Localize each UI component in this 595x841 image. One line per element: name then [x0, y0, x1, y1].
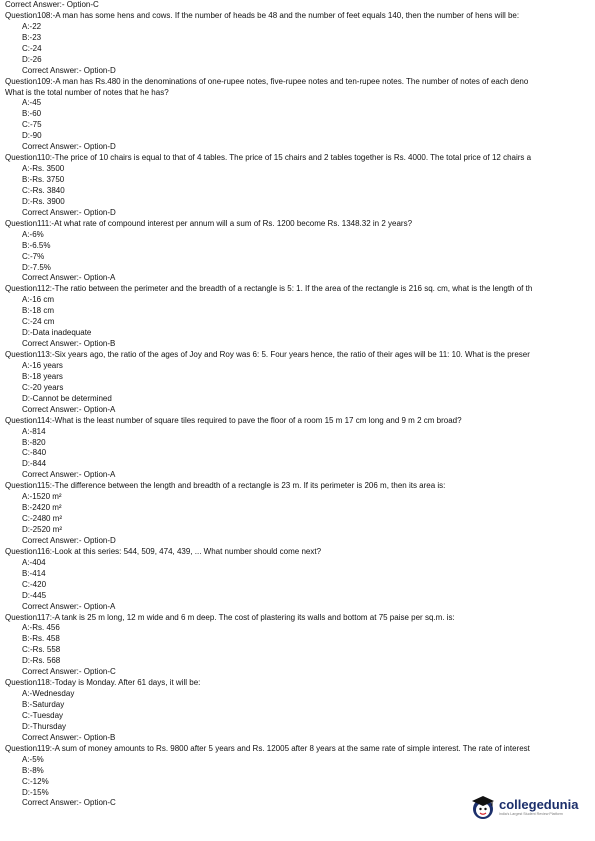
option-text: D:-26: [22, 54, 42, 64]
option-text: B:-Rs. 3750: [22, 175, 65, 184]
correct-answer: Correct Answer:- Option-C: [5, 0, 99, 9]
graduate-mascot-icon: [470, 794, 496, 820]
option-text: B:-820: [22, 437, 46, 447]
correct-answer: Correct Answer:- Option-A: [22, 404, 116, 414]
question-text: Question114:-What is the least number of square tiles required to pave the floor of a room 15 m 17 cm long and 9 m 2 cm broad?: [5, 415, 462, 425]
option-text: A:-16 cm: [22, 295, 55, 305]
option-text: C:-7%: [22, 251, 45, 261]
correct-answer: Correct Answer:- Option-D: [22, 65, 116, 75]
correct-answer: Correct Answer:- Option-D: [22, 142, 116, 152]
question-text: Question117:-A tank is 25 m long, 12 m wide and 6 m deep. The cost of plastering its walls and bottom at 75 paise per sq.m. is:: [5, 612, 455, 622]
option-text: A:-1520 m²: [22, 492, 62, 502]
option-text: C:-75: [22, 120, 42, 130]
question-text: Question116:-Look at this series: 544, 509, 474, 439, ... What number should come next?: [5, 546, 322, 556]
correct-answer: Correct Answer:- Option-A: [22, 273, 116, 283]
option-text: D:-Cannot be determined: [22, 393, 112, 403]
correct-answer: Correct Answer:- Option-B: [22, 339, 116, 349]
option-text: A:-Wednesday: [22, 689, 75, 699]
option-text: C:-Rs. 558: [22, 645, 61, 655]
option-text: C:-2480 m²: [22, 514, 63, 524]
option-text: C:-420: [22, 579, 47, 589]
correct-answer: Correct Answer:- Option-D: [22, 535, 116, 545]
option-text: D:-2520 m²: [22, 525, 63, 534]
option-text: A:-Rs. 456: [22, 623, 60, 633]
question-text: Question110:-The price of 10 chairs is equal to that of 4 tables. The price of 15 chairs and 2 tables together is Rs. 4000. The total price of 12 chairs a: [5, 153, 532, 163]
option-text: C:-840: [22, 448, 47, 458]
option-text: A:-814: [22, 426, 46, 436]
logo-tagline: India's Largest Student Review Platform: [499, 811, 563, 816]
option-text: A:-16 years: [22, 360, 63, 370]
option-text: C:-20 years: [22, 382, 64, 392]
option-text: B:-18 years: [22, 371, 63, 381]
option-text: B:-8%: [22, 765, 44, 775]
option-text: D:-Data inadequate: [22, 328, 92, 338]
option-text: B:-60: [22, 109, 42, 119]
option-text: B:-2420 m²: [22, 503, 62, 513]
option-text: B:-6.5%: [22, 240, 51, 250]
correct-answer: Correct Answer:- Option-D: [22, 207, 116, 217]
question-text: Question111:-At what rate of compound interest per annum will a sum of Rs. 1200 become Rs. 1348.32 in 2 years?: [5, 218, 413, 228]
question-text: Question109:-A man has Rs.480 in the denominations of one-rupee notes, five-rupee notes and ten-rupee notes. The number of notes of each deno: [5, 76, 529, 86]
option-text: B:-Rs. 458: [22, 634, 60, 644]
option-text: D:-7.5%: [22, 262, 51, 272]
option-text: C:-Tuesday: [22, 710, 64, 720]
question-text: Question115:-The difference between the length and breadth of a rectangle is 23 m. If its perimeter is 206 m, then its area is:: [5, 481, 446, 491]
option-text: A:-45: [22, 98, 42, 108]
option-text: D:-90: [22, 131, 42, 141]
question-text: Question119:-A sum of money amounts to Rs. 9800 after 5 years and Rs. 12005 after 8 years at the same rate of simple interest. The rate of interest: [5, 743, 530, 753]
question-text: Question112:-The ratio between the perimeter and the breadth of a rectangle is 5: 1. If the area of the rectangle is 216 sq. cm, what is the length of th: [5, 284, 533, 294]
correct-answer: Correct Answer:- Option-C: [22, 798, 116, 808]
correct-answer: Correct Answer:- Option-A: [22, 470, 116, 480]
option-text: A:-5%: [22, 754, 44, 764]
option-text: C:-Rs. 3840: [22, 185, 65, 195]
option-text: B:-Saturday: [22, 700, 65, 709]
option-text: D:-15%: [22, 787, 49, 797]
option-text: A:-22: [22, 21, 42, 31]
option-text: D:-445: [22, 590, 47, 600]
option-text: C:-24: [22, 43, 42, 53]
question-text: Question108:-A man has some hens and cows. If the number of heads be 48 and the number of feet equals 140, then the number of hens will be:: [5, 10, 520, 20]
option-text: A:-6%: [22, 229, 44, 239]
option-text: B:-18 cm: [22, 306, 55, 316]
option-text: B:-414: [22, 568, 46, 578]
option-text: A:-Rs. 3500: [22, 164, 65, 174]
question-text: Question113:-Six years ago, the ratio of the ages of Joy and Roy was 6: 5. Four years hence, the ratio of their ages will be 11: 10. What is the preser: [5, 350, 530, 359]
option-text: D:-Rs. 3900: [22, 196, 65, 206]
option-text: C:-24 cm: [22, 317, 55, 327]
question-text: Question118:-Today is Monday. After 61 days, it will be:: [5, 678, 201, 688]
correct-answer: Correct Answer:- Option-B: [22, 732, 116, 742]
correct-answer: Correct Answer:- Option-A: [22, 601, 116, 611]
option-text: C:-12%: [22, 776, 49, 786]
option-text: D:-Rs. 568: [22, 656, 61, 666]
question-text: What is the total number of notes that he has?: [5, 87, 169, 97]
option-text: A:-404: [22, 557, 46, 567]
collegedunia-logo: [470, 790, 590, 824]
option-text: D:-844: [22, 459, 47, 469]
option-text: B:-23: [22, 32, 42, 42]
correct-answer: Correct Answer:- Option-C: [22, 667, 116, 677]
option-text: D:-Thursday: [22, 721, 67, 731]
logo-wordmark: collegedunia: [499, 796, 579, 812]
